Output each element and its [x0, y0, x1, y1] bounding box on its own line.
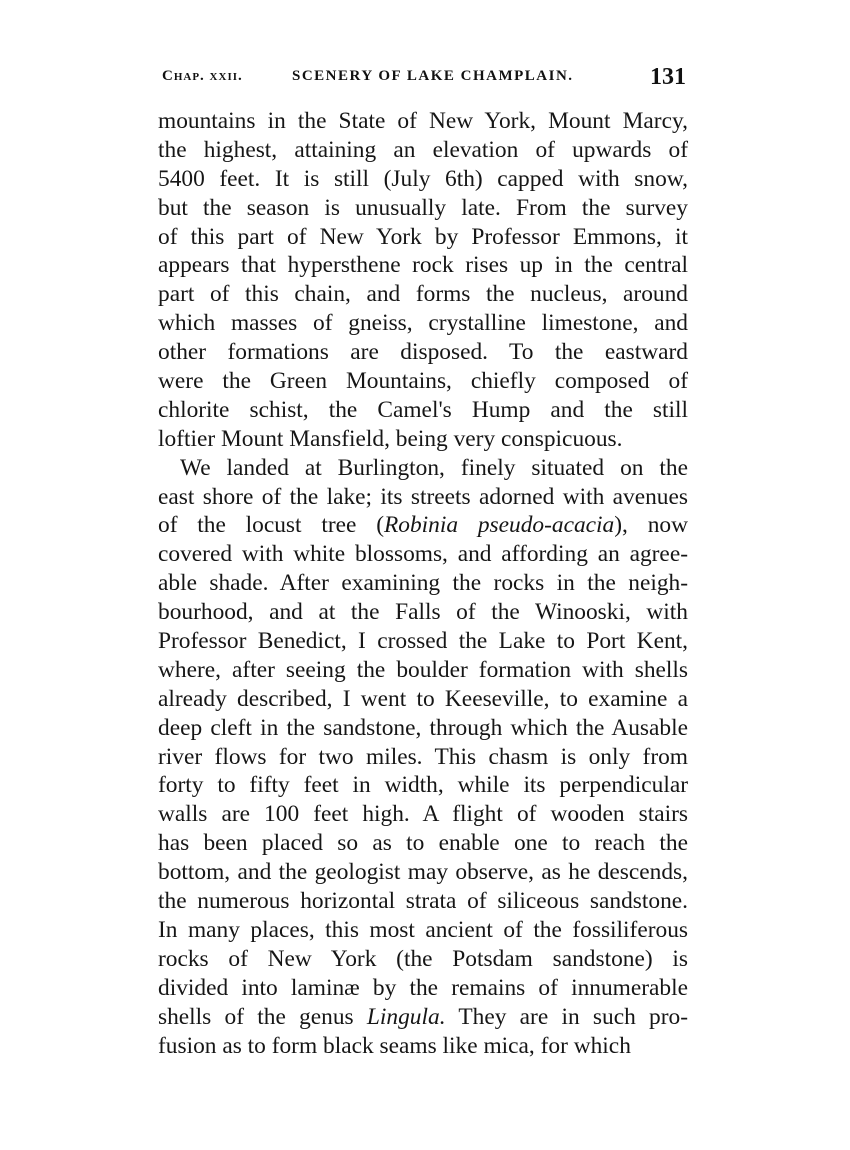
- text-line: [158, 367, 688, 396]
- running-title: SCENERY OF LAKE CHAMPLAIN.: [292, 68, 574, 84]
- text-run: the numerous horizontal strata of siliceous sandstone.: [158, 888, 688, 915]
- text-run: In many places, this most ancient of the fossiliferous: [158, 916, 688, 943]
- text-run: river flows for two miles. This chasm is only from: [158, 743, 688, 770]
- text-run: loftier Mount Mansfield, being very conspicuous.: [158, 425, 623, 452]
- text-line: [158, 1032, 688, 1061]
- text-line: [158, 280, 688, 309]
- text-run: able shade. After examining the rocks in the neigh-: [158, 570, 688, 597]
- text-run: deep cleft in the sandstone, through which the Ausable: [158, 714, 688, 741]
- text-line: [158, 251, 688, 280]
- text-line: [158, 454, 688, 483]
- text-line: [158, 136, 688, 165]
- text-run: chlorite schist, the Camel's Hump and the still: [158, 396, 688, 423]
- text-run: walls are 100 feet high. A flight of wooden stairs: [158, 801, 688, 828]
- text-line: [158, 540, 688, 569]
- text-run: ), now: [614, 512, 688, 539]
- text-run: appears that hypersthene rock rises up in the central: [158, 252, 688, 279]
- text-line: [158, 223, 688, 252]
- text-line: [158, 194, 688, 223]
- text-run: forty to fifty feet in width, while its perpendicular: [158, 772, 688, 799]
- text-line: [158, 714, 688, 743]
- text-run: which masses of gneiss, crystalline limestone, and: [158, 310, 688, 337]
- text-line: [158, 338, 688, 367]
- text-run: fusion as to form black seams like mica, for which: [158, 1032, 631, 1059]
- italic-text: Lingula.: [366, 1003, 446, 1030]
- text-line: [158, 569, 688, 598]
- text-line: [158, 945, 688, 974]
- text-run: covered with white blossoms, and affording an agree-: [158, 541, 688, 568]
- text-run: already described, I went to Keeseville, to examine a: [158, 685, 688, 712]
- text-line: [158, 1003, 688, 1032]
- text-run: of this part of New York by Professor Emmons, it: [158, 223, 688, 250]
- text-line: [158, 974, 688, 1003]
- text-run: bourhood, and at the Falls of the Winooski, with: [158, 599, 688, 626]
- body-text: [158, 107, 688, 1060]
- text-line: [158, 511, 688, 540]
- page-number: 131: [650, 64, 686, 90]
- text-run: of the locust tree (: [158, 512, 384, 539]
- text-run: We landed at Burlington, finely situated on the: [180, 454, 688, 481]
- text-line: [158, 627, 688, 656]
- paragraph: [158, 107, 688, 454]
- paragraph: [158, 454, 688, 1061]
- text-line: [158, 107, 688, 136]
- italic-text: Robinia pseudo-acacia: [383, 512, 615, 539]
- text-line: [158, 425, 688, 454]
- text-run: but the season is unusually late. From the survey: [158, 194, 688, 221]
- text-line: [158, 165, 688, 194]
- text-run: other formations are disposed. To the eastward: [158, 339, 688, 366]
- text-run: Professor Benedict, I crossed the Lake to Port Kent,: [158, 628, 688, 655]
- text-run: 5400 feet. It is still (July 6th) capped with snow,: [158, 165, 688, 192]
- text-line: [158, 858, 688, 887]
- text-line: [158, 483, 688, 512]
- text-run: shells of the genus: [158, 1003, 367, 1030]
- text-line: [158, 598, 688, 627]
- text-line: [158, 743, 688, 772]
- text-run: bottom, and the geologist may observe, as he descends,: [158, 859, 688, 886]
- text-run: mountains in the State of New York, Mount Marcy,: [158, 108, 688, 134]
- text-line: [158, 396, 688, 425]
- text-line: [158, 916, 688, 945]
- text-run: divided into laminæ by the remains of innumerable: [158, 974, 688, 1001]
- text-line: [158, 656, 688, 685]
- text-line: [158, 829, 688, 858]
- text-run: the highest, attaining an elevation of upwards of: [158, 136, 688, 163]
- text-run: has been placed so as to enable one to reach the: [158, 830, 688, 857]
- text-line: [158, 800, 688, 829]
- chapter-label: Chap. xxii.: [162, 68, 243, 84]
- text-run: part of this chain, and forms the nucleus, around: [158, 281, 688, 308]
- text-run: were the Green Mountains, chiefly composed of: [158, 368, 688, 395]
- text-run: rocks of New York (the Potsdam sandstone) is: [158, 945, 688, 972]
- text-run: east shore of the lake; its streets adorned with avenues: [158, 483, 688, 510]
- running-head: [162, 66, 686, 92]
- text-line: [158, 771, 688, 800]
- text-line: [158, 685, 688, 714]
- text-line: [158, 309, 688, 338]
- text-run: where, after seeing the boulder formation with shells: [158, 656, 688, 683]
- text-run: They are in such pro-: [445, 1003, 689, 1030]
- text-line: [158, 887, 688, 916]
